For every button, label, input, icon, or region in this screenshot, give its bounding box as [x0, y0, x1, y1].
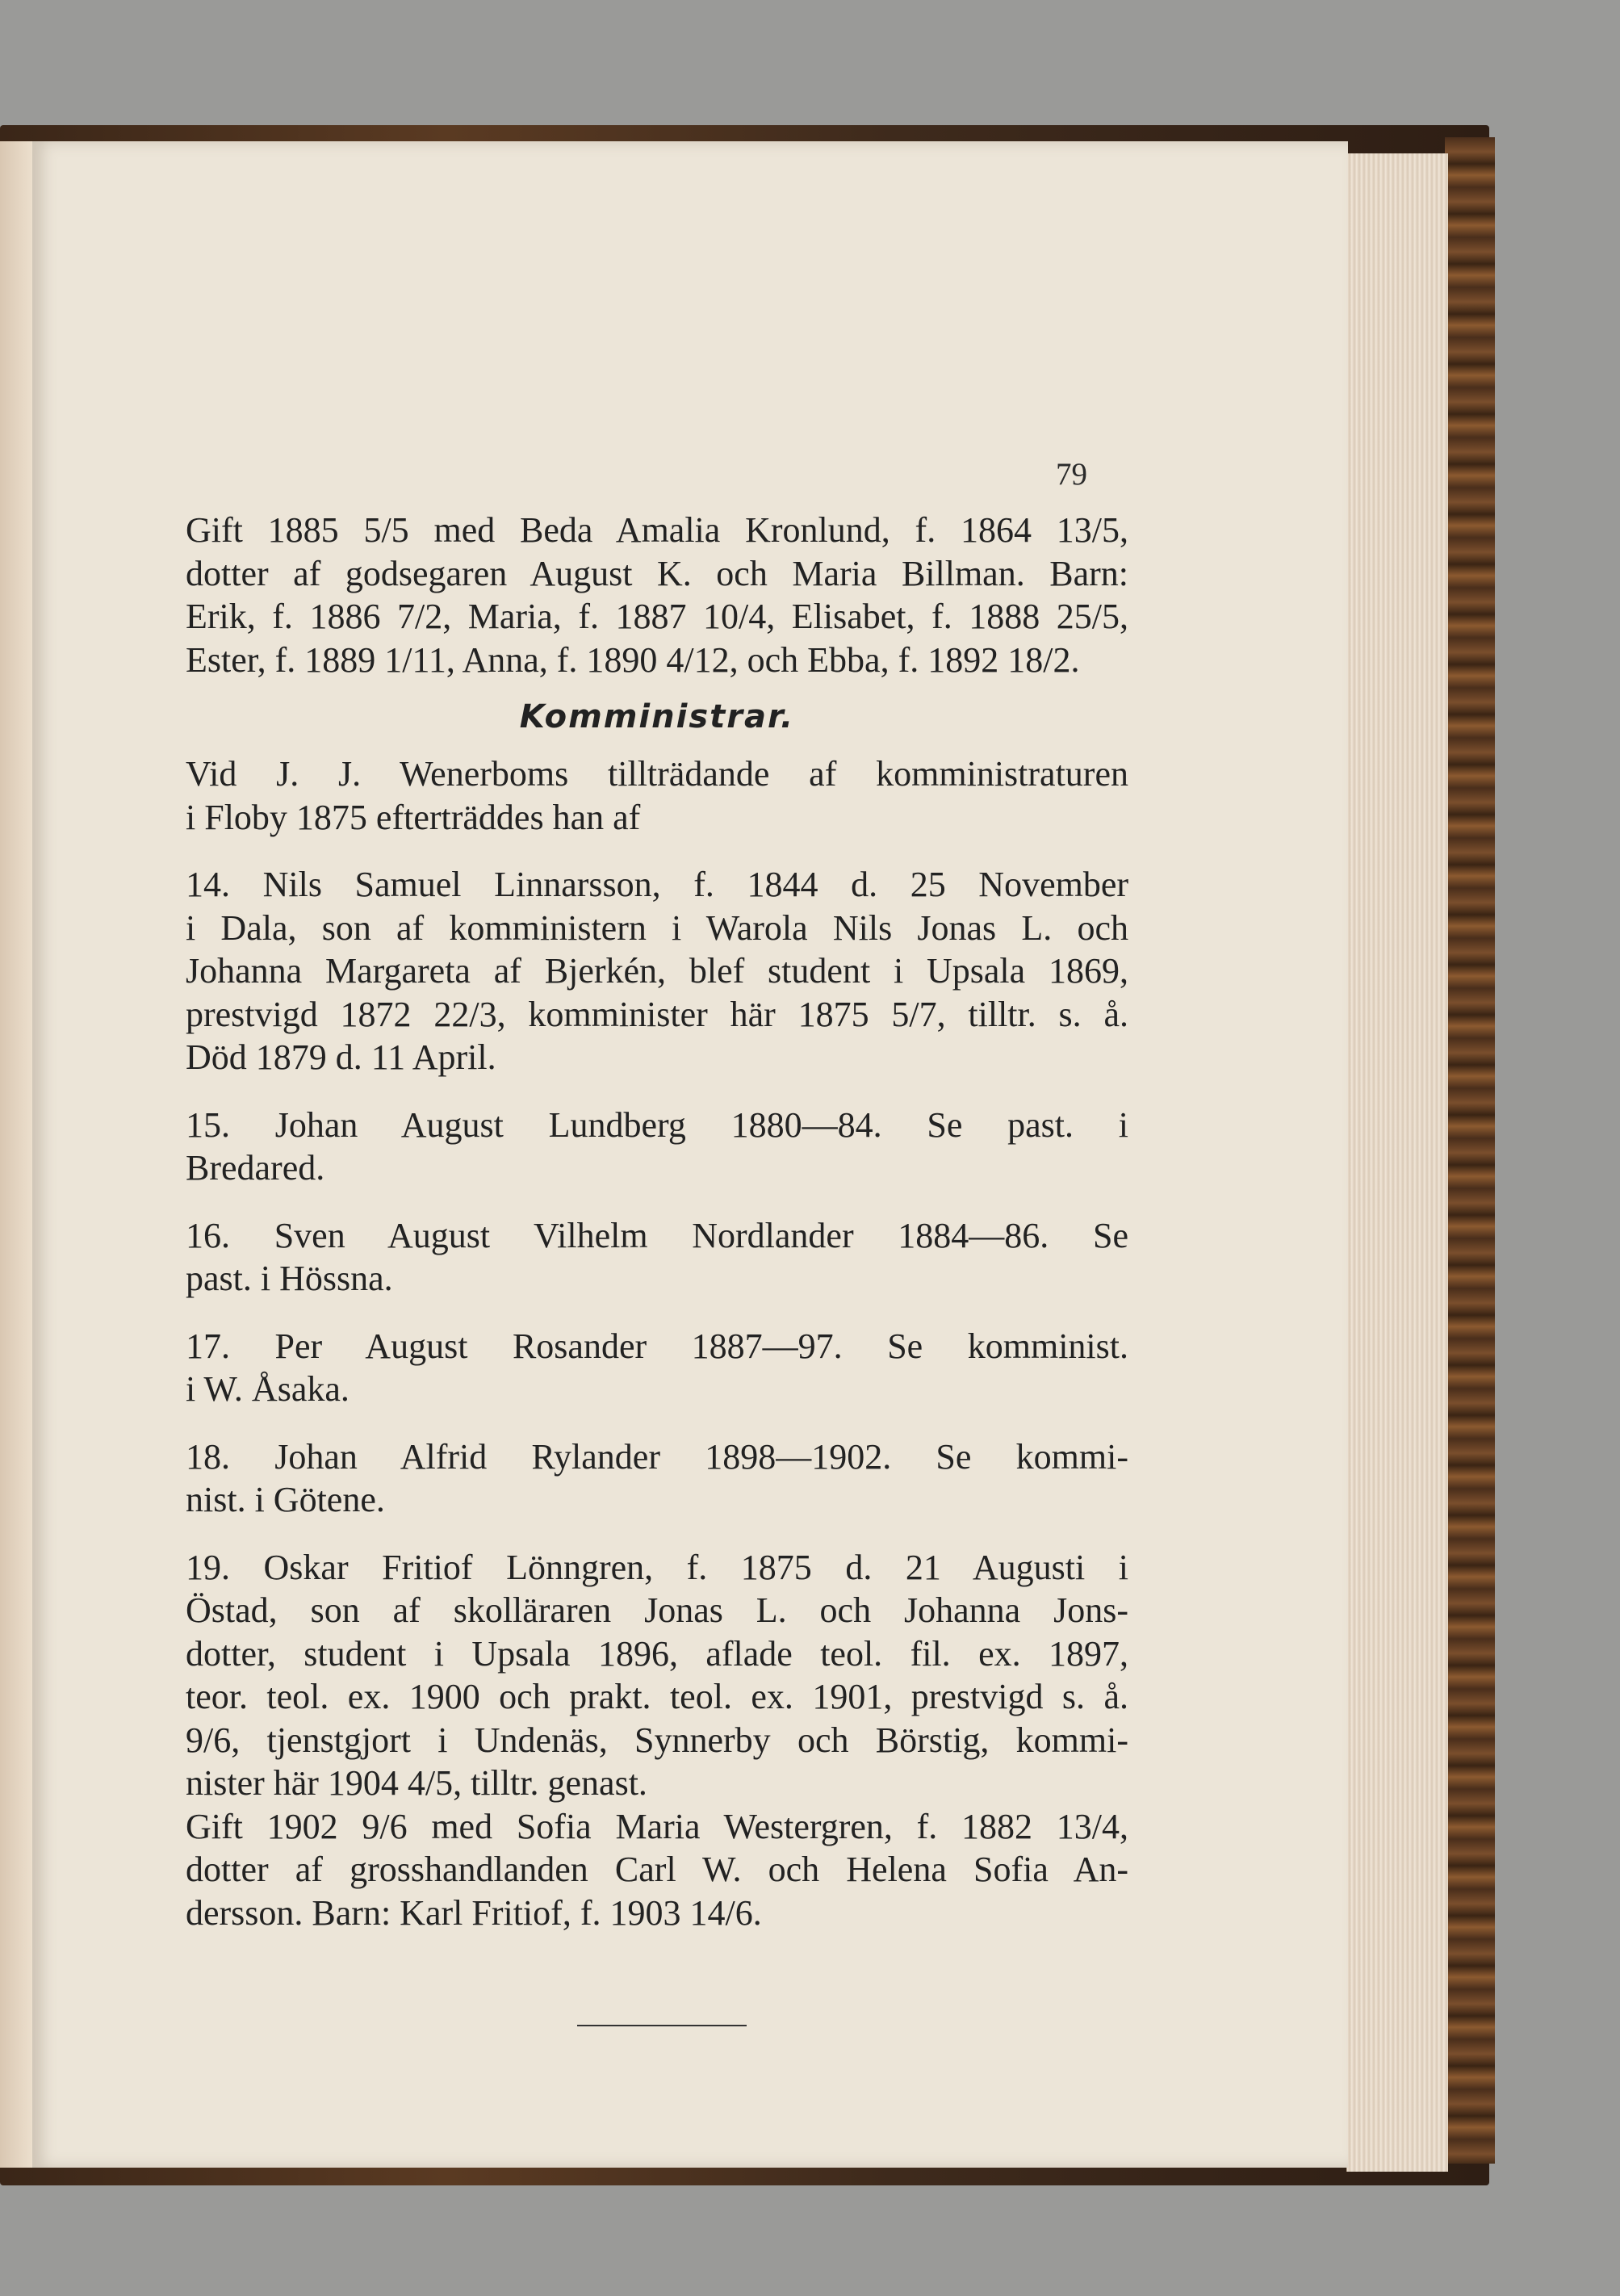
- text-line: Gift 1885 5/5 med Beda Amalia Kronlund, f. 1864 13/5,: [186, 510, 1128, 550]
- text-line: 18. Johan Alfrid Rylander 1898—1902. Se kommi-: [186, 1436, 1128, 1477]
- section-heading: Komministrar.: [519, 698, 795, 735]
- text-line: Johanna Margareta af Bjerkén, blef student i Upsala 1869,: [186, 951, 1128, 991]
- text-line: dotter af godsegaren August K. och Maria Billman. Barn:: [186, 553, 1128, 593]
- text-line: dotter af grosshandlanden Carl W. och Helena Sofia An-: [186, 1850, 1128, 1889]
- text-line: teor. teol. ex. 1900 och prakt. teol. ex. 1901, prestvigd s. å.: [186, 1677, 1128, 1716]
- text-line: dersson. Barn: Karl Fritiof, f. 1903 14/6.: [186, 1892, 762, 1933]
- page-stack-edge: [1346, 153, 1448, 2172]
- left-page-edge: [0, 141, 32, 2168]
- text-line: past. i Hössna.: [186, 1259, 393, 1298]
- page-text: [186, 509, 1128, 1934]
- text-line: dotter, student i Upsala 1896, aflade teol. fil. ex. 1897,: [186, 1633, 1128, 1674]
- text-line: i Dala, son af komministern i Warola Nils Jonas L. och: [186, 907, 1128, 948]
- text-line: Ester, f. 1889 1/11, Anna, f. 1890 4/12, och Ebba, f. 1892 18/2.: [186, 639, 1080, 680]
- text-line: 14. Nils Samuel Linnarsson, f. 1844 d. 25 November: [186, 865, 1128, 904]
- text-line: Gift 1902 9/6 med Sofia Maria Westergren, f. 1882 13/4,: [186, 1806, 1128, 1846]
- text-line: 15. Johan August Lundberg 1880—84. Se past. i: [186, 1104, 1128, 1145]
- book-spine-edge: [1445, 137, 1495, 2164]
- text-line: 9/6, tjenstgjort i Undenäs, Synnerby och Börstig, kommi-: [186, 1720, 1128, 1760]
- text-line: i W. Åsaka.: [186, 1369, 350, 1409]
- text-line: prestvigd 1872 22/3, komminister här 1875 5/7, tilltr. s. å.: [186, 994, 1128, 1034]
- page-number: 79: [1056, 457, 1087, 492]
- text-line: i Floby 1875 efterträddes han af: [186, 797, 641, 837]
- text-line: nister här 1904 4/5, tilltr. genast.: [186, 1763, 647, 1803]
- text-line: Död 1879 d. 11 April.: [186, 1037, 496, 1077]
- text-line: 16. Sven August Vilhelm Nordlander 1884—86. Se: [186, 1215, 1128, 1255]
- text-line: Erik, f. 1886 7/2, Maria, f. 1887 10/4, Elisabet, f. 1888 25/5,: [186, 597, 1128, 636]
- text-line: nist. i Götene.: [186, 1480, 385, 1519]
- book-page: [32, 141, 1348, 2168]
- text-line: 17. Per August Rosander 1887—97. Se komminist.: [186, 1326, 1128, 1366]
- text-line: Östad, son af skolläraren Jonas L. och Johanna Jons-: [186, 1590, 1128, 1630]
- text-line: Bredared.: [186, 1148, 325, 1188]
- text-line: 19. Oskar Fritiof Lönngren, f. 1875 d. 21 Augusti i: [186, 1547, 1128, 1587]
- end-rule-divider: [577, 2025, 747, 2026]
- text-line: Vid J. J. Wenerboms tillträdande af komministraturen: [186, 754, 1128, 794]
